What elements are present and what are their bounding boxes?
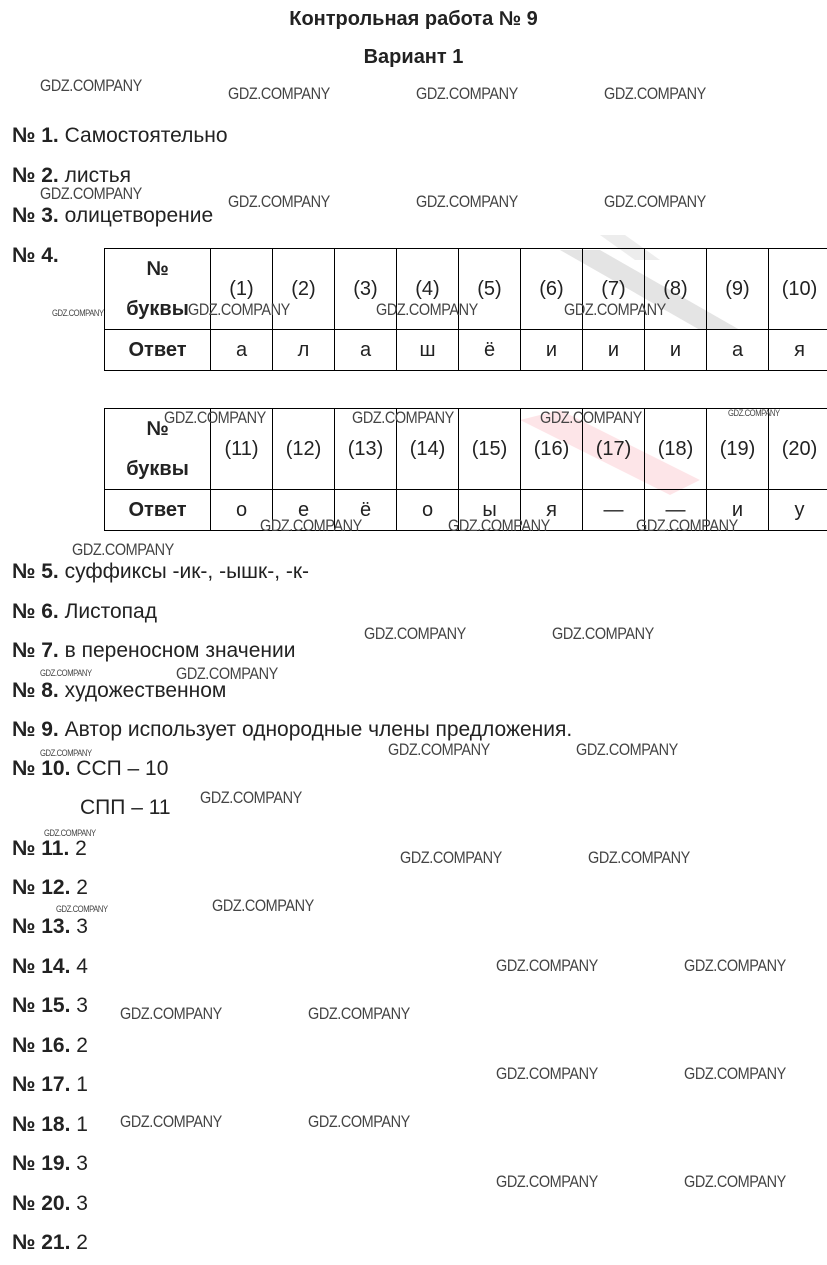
answer-3: № 3. олицетворение <box>12 204 214 227</box>
watermark: GDZ.COMPANY <box>120 1112 222 1131</box>
answer-19: № 19. 3 <box>12 1152 88 1175</box>
answer-letter-cell: — <box>645 490 707 531</box>
letter-number-cell: (6) <box>521 249 583 330</box>
answer-letter-cell: и <box>521 330 583 371</box>
watermark: GDZ.COMPANY <box>164 408 266 427</box>
answer-18: № 18. 1 <box>12 1113 88 1136</box>
answer-8: № 8. художественном <box>12 679 227 702</box>
watermark: GDZ.COMPANY <box>728 408 780 418</box>
answer-letter-cell: — <box>583 490 645 531</box>
watermark: GDZ.COMPANY <box>40 748 92 758</box>
answer-17: № 17. 1 <box>12 1073 88 1096</box>
watermark: GDZ.COMPANY <box>200 788 302 807</box>
answer-letter-cell: и <box>707 490 769 531</box>
watermark: GDZ.COMPANY <box>400 848 502 867</box>
letter-number-cell: (3) <box>335 249 397 330</box>
letter-number-cell: (18) <box>645 409 707 490</box>
watermark: GDZ.COMPANY <box>604 84 706 103</box>
answer-letter-cell: ё <box>459 330 521 371</box>
letter-number-cell: (7) <box>583 249 645 330</box>
watermark: GDZ.COMPANY <box>364 624 466 643</box>
answer-20: № 20. 3 <box>12 1192 88 1215</box>
watermark: GDZ.COMPANY <box>212 896 314 915</box>
answer-label-cell: Ответ <box>105 330 211 371</box>
watermark: GDZ.COMPANY <box>496 1172 598 1191</box>
answer-6: № 6. Листопад <box>12 600 157 623</box>
watermark: GDZ.COMPANY <box>56 904 108 914</box>
letter-number-cell: (16) <box>521 409 583 490</box>
watermark: GDZ.COMPANY <box>416 84 518 103</box>
watermark: GDZ.COMPANY <box>308 1112 410 1131</box>
answer-14: № 14. 4 <box>12 955 88 978</box>
watermark: GDZ.COMPANY <box>188 300 290 319</box>
watermark: GDZ.COMPANY <box>416 192 518 211</box>
letter-number-cell: (20) <box>769 409 827 490</box>
answer-letter-cell: а <box>211 330 273 371</box>
letter-number-cell: (5) <box>459 249 521 330</box>
watermark: GDZ.COMPANY <box>588 848 690 867</box>
letter-number-cell: (12) <box>273 409 335 490</box>
answer-letter-cell: л <box>273 330 335 371</box>
answer-4: № 4. <box>12 244 59 267</box>
letter-number-cell: (13) <box>335 409 397 490</box>
watermark: GDZ.COMPANY <box>308 1004 410 1023</box>
watermark: GDZ.COMPANY <box>388 740 490 759</box>
answer-10: № 10. ССП – 10 <box>12 757 169 780</box>
answer-letter-cell: а <box>335 330 397 371</box>
answer-10-line-2: СПП – 11 <box>80 796 171 819</box>
table-header-cell: № буквы <box>105 409 211 490</box>
letter-number-cell: (9) <box>707 249 769 330</box>
watermark: GDZ.COMPANY <box>604 192 706 211</box>
letter-number-cell: (19) <box>707 409 769 490</box>
watermark: GDZ.COMPANY <box>228 192 330 211</box>
variant-heading: Вариант 1 <box>363 46 464 68</box>
answer-letter-cell: и <box>645 330 707 371</box>
watermark: GDZ.COMPANY <box>260 516 362 535</box>
answer-label-cell: Ответ <box>105 490 211 531</box>
answer-9: № 9. Автор использует однородные члены предложения. <box>12 718 573 741</box>
letter-number-cell: (10) <box>769 249 827 330</box>
watermark: GDZ.COMPANY <box>176 664 278 683</box>
answer-15: № 15. 3 <box>12 994 88 1017</box>
watermark: GDZ.COMPANY <box>684 1064 786 1083</box>
watermark: GDZ.COMPANY <box>40 184 142 203</box>
letter-number-cell: (14) <box>397 409 459 490</box>
letter-number-cell: (4) <box>397 249 459 330</box>
watermark: GDZ.COMPANY <box>228 84 330 103</box>
answer-letter-cell: о <box>211 490 273 531</box>
answer-letter-cell: о <box>397 490 459 531</box>
answer-1: № 1. Самостоятельно <box>12 124 228 147</box>
table-header-cell: № буквы <box>105 249 211 330</box>
answer-letter-cell: я <box>521 490 583 531</box>
letter-number-cell: (17) <box>583 409 645 490</box>
answer-letter-cell: ы <box>459 490 521 531</box>
watermark: GDZ.COMPANY <box>684 956 786 975</box>
answer-11: № 11. 2 <box>12 837 87 860</box>
letter-number-cell: (8) <box>645 249 707 330</box>
watermark: GDZ.COMPANY <box>376 300 478 319</box>
answer-letter-cell: у <box>769 490 827 531</box>
letter-number-cell: (15) <box>459 409 521 490</box>
answer-13: № 13. 3 <box>12 915 88 938</box>
answer-12: № 12. 2 <box>12 876 88 899</box>
answer-21: № 21. 2 <box>12 1231 88 1254</box>
watermark: GDZ.COMPANY <box>40 76 142 95</box>
watermark: GDZ.COMPANY <box>44 828 96 838</box>
watermark: GDZ.COMPANY <box>636 516 738 535</box>
answer-letter-cell: и <box>583 330 645 371</box>
page-title: Контрольная работа № 9 <box>289 8 538 30</box>
watermark: GDZ.COMPANY <box>448 516 550 535</box>
watermark: GDZ.COMPANY <box>496 1064 598 1083</box>
letter-number-cell: (2) <box>273 249 335 330</box>
letter-number-cell: (11) <box>211 409 273 490</box>
watermark: GDZ.COMPANY <box>52 308 104 318</box>
watermark: GDZ.COMPANY <box>40 668 92 678</box>
answer-5: № 5. суффиксы -ик-, -ышк-, -к- <box>12 560 310 583</box>
watermark: GDZ.COMPANY <box>120 1004 222 1023</box>
answer-7: № 7. в переносном значении <box>12 639 296 662</box>
watermark: GDZ.COMPANY <box>496 956 598 975</box>
answer-letter-cell: ш <box>397 330 459 371</box>
answer-letter-cell: е <box>273 490 335 531</box>
answer-16: № 16. 2 <box>12 1034 88 1057</box>
answer-2: № 2. листья <box>12 164 132 187</box>
answer-letter-cell: а <box>707 330 769 371</box>
watermark: GDZ.COMPANY <box>72 540 174 559</box>
watermark: GDZ.COMPANY <box>684 1172 786 1191</box>
watermark: GDZ.COMPANY <box>552 624 654 643</box>
watermark: GDZ.COMPANY <box>352 408 454 427</box>
answer-letter-cell: ё <box>335 490 397 531</box>
watermark: GDZ.COMPANY <box>576 740 678 759</box>
answer-letter-cell: я <box>769 330 827 371</box>
watermark: GDZ.COMPANY <box>564 300 666 319</box>
letter-number-cell: (1) <box>211 249 273 330</box>
watermark: GDZ.COMPANY <box>540 408 642 427</box>
